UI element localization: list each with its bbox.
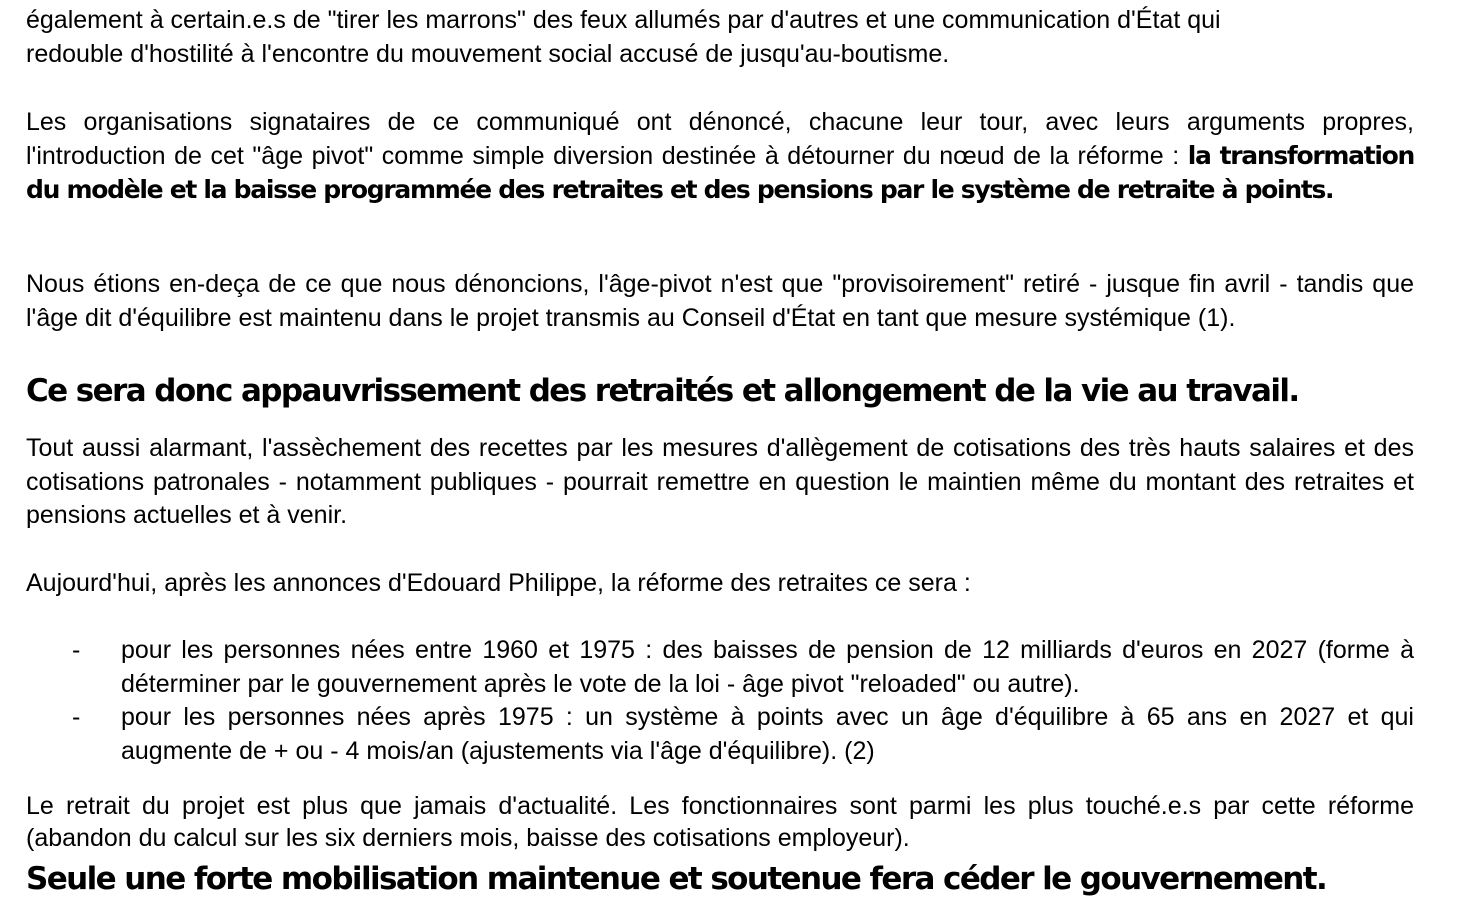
paragraph-4: Tout aussi alarmant, l'assèchement des recettes par les mesures d'allègement de cotisations des très hauts salaires et des cotisations patronales - notamment publiques - pourrait remettre en question le maintien même du montant des retraites et pensions actuelles et à venir.: [26, 434, 1414, 529]
paragraph-2-emphasis: la transformation du modèle et la baisse programmée des retraites et des pensions par le système de retraite à points.: [26, 141, 1415, 204]
paragraph-1-line-2: redouble d'hostilité à l'encontre du mouvement social accusé de jusqu'au-boutisme.: [26, 40, 950, 68]
headline-impoverishment: Ce sera donc appauvrissement des retraités et allongement de la vie au travail.: [26, 373, 1299, 409]
bullet-text: pour les personnes nées entre 1960 et 1975 : des baisses de pension de 12 milliards d'euros en 2027 (forme à déterminer par le gouvernement après le vote de la loi - âge pivot "reloaded" ou autre).: [121, 636, 1414, 698]
bullet-text: pour les personnes nées après 1975 : un système à points avec un âge d'équilibre à 65 ans en 2027 et qui augmente de + ou - 4 mois/an (ajustements via l'âge d'équilibre). (2): [121, 703, 1414, 765]
paragraph-6: Le retrait du projet est plus que jamais d'actualité. Les fonctionnaires sont parmi les plus touché.e.s par cette réforme (abandon du calcul sur les six derniers mois, baisse des cotisations employeur).: [26, 792, 1414, 852]
paragraph-2-text: Les organisations signataires de ce communiqué ont dénoncé, chacune leur tour, avec leurs arguments propres, l'introduction de cet "âge pivot" comme simple diversion destinée à détourner du nœud de la réforme :: [26, 108, 1414, 170]
paragraph-5: Aujourd'hui, après les annonces d'Edouard Philippe, la réforme des retraites ce sera :: [26, 569, 971, 597]
bullet-dash: -: [72, 636, 81, 664]
paragraph-1-line-1: également à certain.e.s de "tirer les marrons" des feux allumés par d'autres et une communication d'État qui: [26, 6, 1221, 34]
bullet-dash: -: [72, 703, 81, 731]
paragraph-2: [26, 105, 1414, 207]
headline-mobilisation: Seule une forte mobilisation maintenue et soutenue fera céder le gouvernement.: [26, 861, 1327, 897]
paragraph-3: Nous étions en-deça de ce que nous dénoncions, l'âge-pivot n'est que "provisoirement" retiré - jusque fin avril - tandis que l'âge dit d'équilibre est maintenu dans le projet transmis au Conseil d'État en tant que mesure systémique (1).: [26, 270, 1414, 332]
